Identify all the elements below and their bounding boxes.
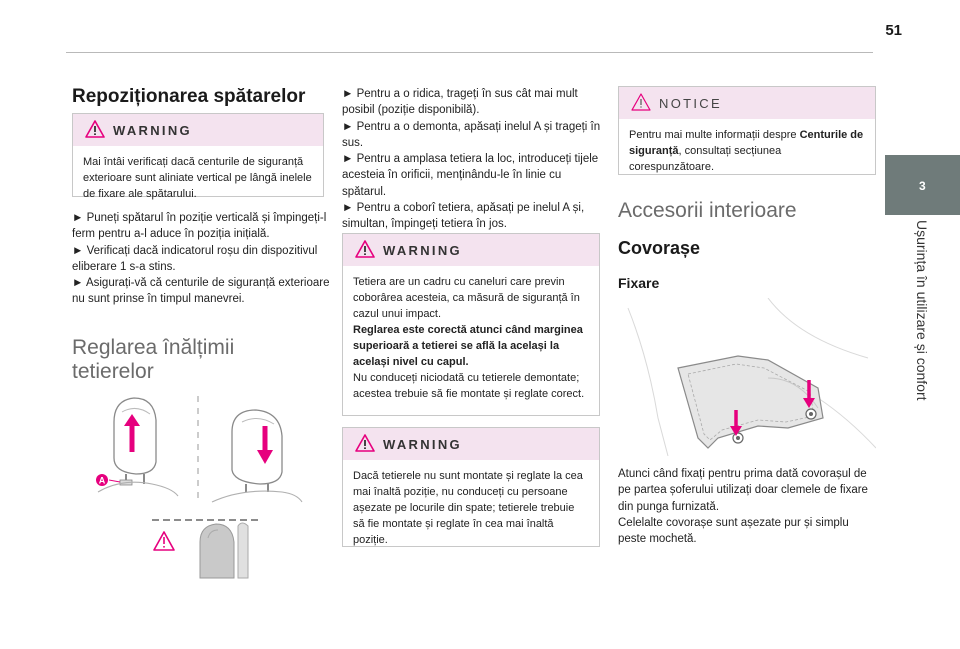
warning-header xyxy=(73,114,323,146)
step-item: ► Pentru a o ridica, trageți în sus cât mai mult posibil (poziție disponibilă). xyxy=(342,88,578,117)
page-number: 51 xyxy=(885,22,902,39)
floor-mat-text xyxy=(618,466,878,547)
notice-icon xyxy=(631,93,651,111)
section-title: Accesorii interioare xyxy=(618,199,797,222)
chapter-title: Ușurința în utilizare și confort xyxy=(914,220,930,401)
notice-link-text: Centurile de siguranță xyxy=(629,129,864,157)
warning-text: Mai întâi verificați dacă centurile de siguranță exterioare sunt aliniate vertical pe lângă inelele de fixare ale spătarului. xyxy=(83,156,312,200)
figure-label-a: A xyxy=(98,475,106,486)
steps-list xyxy=(72,210,330,308)
top-divider xyxy=(66,52,873,53)
step-item: ► Pentru a amplasa tetiera la loc, introduceți tijele acesteia în orificii, menținându-le în linie cu spătarul. xyxy=(342,153,599,198)
warning-icon xyxy=(85,120,105,138)
step-item: ► Puneți spătarul în poziție verticală și împingeți-l ferm pentru a-l aduce în poziția inițială. xyxy=(72,212,327,241)
floor-mat-illustration xyxy=(618,298,876,456)
warning-box xyxy=(342,427,600,547)
warning-box xyxy=(72,113,324,200)
warning-text-part: Nu conduceți niciodată cu tetierele demontate; acestea trebuie să fie montate și reglate corect. xyxy=(353,372,585,400)
sub-subsection-title: Fixare xyxy=(618,275,660,291)
steps-list xyxy=(342,86,602,233)
notice-text-part: , consultați secțiunea corespunzătoare. xyxy=(629,145,782,173)
warning-text: Dacă tetierele nu sunt montate și reglate la cea mai înaltă poziție, nu conduceți cu persoane așezate pe locurile din spate; tetierele trebuie să fie montate și reglate în cea mai înaltă poziție. xyxy=(353,470,583,546)
step-item: ► Pentru a o demonta, apăsați inelul A și trageți în sus. xyxy=(342,120,601,149)
subsection-title xyxy=(72,336,234,384)
warning-icon xyxy=(355,240,375,258)
subsection-title-line1: Reglarea înălțimii xyxy=(72,336,235,359)
warning-label: WARNING xyxy=(383,437,462,452)
warning-text-bold: Reglarea este corectă atunci când marginea superioară a tetierei se află la același la același nivel cu capul. xyxy=(353,324,583,368)
notice-text xyxy=(619,119,875,183)
step-item: ► Asigurați-vă că centurile de siguranță exterioare nu sunt prinse în timpul manevrei. xyxy=(72,277,330,306)
warning-box xyxy=(342,233,600,416)
warning-label: WARNING xyxy=(383,243,462,258)
notice-box xyxy=(618,86,876,175)
warning-text-part: Tetiera are un cadru cu caneluri care previn coborârea acesteia, ca măsură de siguranță în cazul unui impact. xyxy=(353,276,580,320)
warning-text xyxy=(343,266,599,410)
step-item: ► Verificați dacă indicatorul roșu din dispozitivul eliberare 1 s-a stins. xyxy=(72,244,318,273)
warning-header xyxy=(343,428,599,460)
headrest-illustration xyxy=(92,392,307,582)
warning-label: WARNING xyxy=(113,123,192,138)
paragraph: Atunci când fixați pentru prima dată covorașul de pe partea șoferului utilizați doar clemele de fixare din punga furnizată. xyxy=(618,468,868,513)
subsection-title: Covorașe xyxy=(618,238,701,258)
warning-icon xyxy=(355,434,375,452)
notice-label: NOTICE xyxy=(659,96,722,111)
warning-header xyxy=(343,234,599,266)
section-title: Repoziționarea spătarelor xyxy=(72,86,306,107)
notice-text-part: Pentru mai multe informații despre xyxy=(629,129,800,141)
chapter-number: 3 xyxy=(919,179,926,193)
subsection-title-line2: tetierelor xyxy=(72,360,154,383)
notice-header xyxy=(619,87,875,119)
step-item: ► Pentru a coborî tetiera, apăsați pe inelul A și, simultan, împingeți tetiera în jos. xyxy=(342,202,585,231)
paragraph: Celelalte covorașe sunt așezate pur și simplu peste mochetă. xyxy=(618,516,849,546)
chapter-tab[interactable] xyxy=(885,155,960,215)
